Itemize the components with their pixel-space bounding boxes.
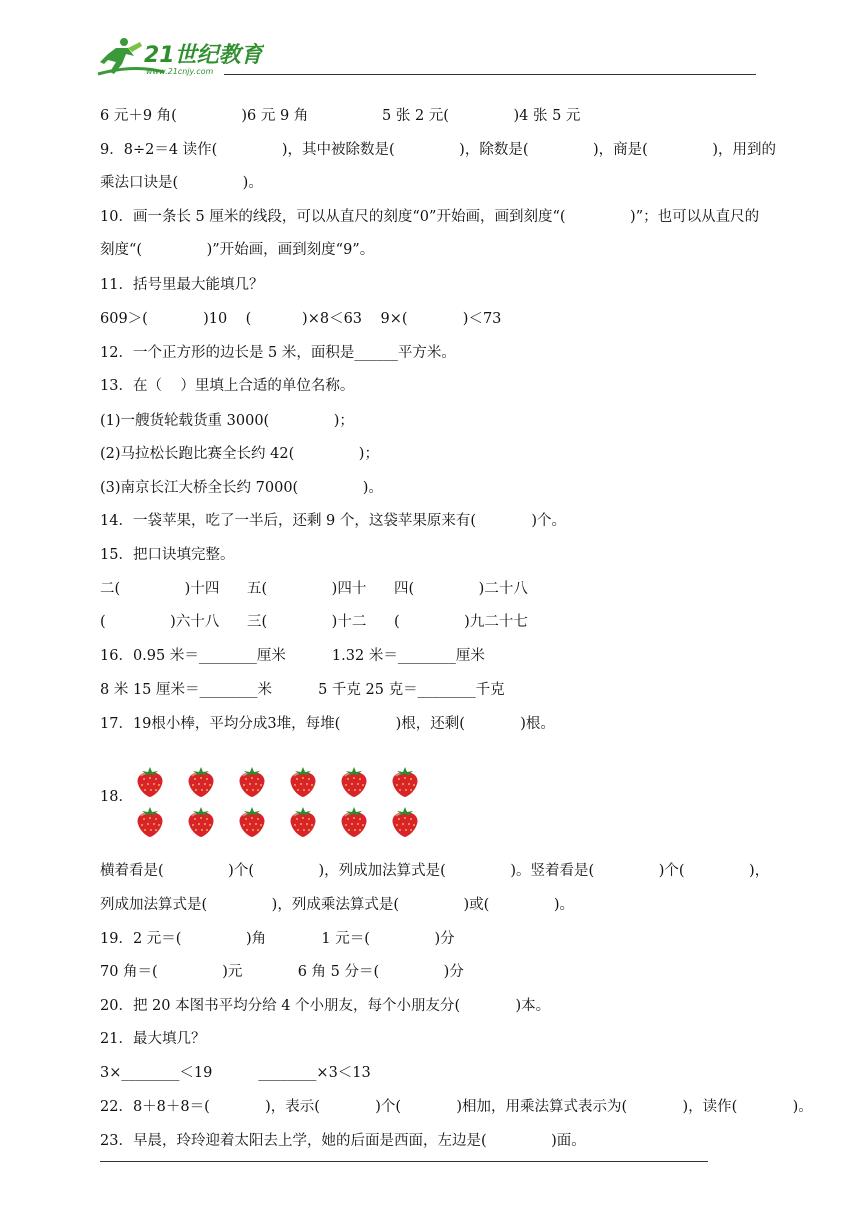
text-line: 609＞( )10 ( )×8＜63 9×( )＜73 <box>100 311 502 327</box>
text-line: 21．最大填几？ <box>100 1031 206 1047</box>
strawberry-icon <box>235 764 269 798</box>
text-line: 二( )十四 五( )四十 四( )二十八 <box>100 581 528 597</box>
text-line: 列成加法算式是( )，列成乘法算式是( )或( )。 <box>100 897 575 913</box>
logo-icon <box>94 34 264 78</box>
text-line: 横着看是( )个( )，列成加法算式是( )。竖着看是( )个( )， <box>100 863 770 879</box>
text-line: 22．8＋8＋8＝( )，表示( )个( )相加，用乘法算式表示为( )，读作( )。 <box>100 1099 813 1115</box>
strawberry-icon <box>286 764 320 798</box>
strawberry-icon <box>388 804 422 838</box>
text-line: 70 角＝( )元 6 角 5 分＝( )分 <box>100 964 464 980</box>
text-line: 6 元＋9 角( )6 元 9 角 5 张 2 元( )4 张 5 元 <box>100 108 581 124</box>
page-header <box>94 30 756 80</box>
strawberry-row-2 <box>133 804 433 838</box>
strawberry-icon <box>133 804 167 838</box>
text-line: 12．一个正方形的边长是 5 米，面积是______平方米。 <box>100 345 456 361</box>
footer-rule <box>100 1161 708 1162</box>
text-line: (3)南京长江大桥全长约 7000( )。 <box>100 480 383 496</box>
header-rule <box>224 74 756 75</box>
text-line: 16．0.95 米＝________厘米 1.32 米＝________厘米 <box>100 648 485 664</box>
strawberry-icon <box>388 764 422 798</box>
text-line: 19．2 元＝( )角 1 元＝( )分 <box>100 931 455 947</box>
strawberry-icon <box>184 804 218 838</box>
text-line: 23．早晨，玲玲迎着太阳去上学，她的后面是西面，左边是( )面。 <box>100 1133 586 1149</box>
text-line: 17．19根小棒，平均分成3堆，每堆( )根，还剩( )根。 <box>100 716 555 732</box>
text-line: 3×________＜19 ________×3＜13 <box>100 1065 371 1081</box>
svg-text:21世纪教育: 21世纪教育 <box>144 43 263 68</box>
text-line: 9．8÷2＝4 读作( )，其中被除数是( )，除数是( )，商是( )，用到的 <box>100 142 777 158</box>
strawberry-icon <box>133 764 167 798</box>
text-line: 乘法口诀是( )。 <box>100 175 263 191</box>
text-line: 20．把 20 本图书平均分给 4 个小朋友，每个小朋友分( )本。 <box>100 998 551 1014</box>
text-line: 14．一袋苹果，吃了一半后，还剩 9 个，这袋苹果原来有( )个。 <box>100 513 567 529</box>
text-line: (1)一艘货轮载货重 3000( )； <box>100 413 354 429</box>
strawberry-icon <box>337 804 371 838</box>
svg-text:www.21cnjy.com: www.21cnjy.com <box>146 67 214 76</box>
text-line: 15．把口诀填完整。 <box>100 547 235 563</box>
strawberry-icon <box>286 804 320 838</box>
strawberry-icon <box>235 804 269 838</box>
text-line: (2)马拉松长跑比赛全长约 42( )； <box>100 446 379 462</box>
strawberry-icon <box>184 764 218 798</box>
text-line: 8 米 15 厘米＝________米 5 千克 25 克＝________千克 <box>100 682 505 698</box>
text-line: ( )六十八 三( )十二 ( )九二十七 <box>100 614 528 630</box>
question-18-label: 18． <box>100 789 133 805</box>
text-line: 10．画一条长 5 厘米的线段，可以从直尺的刻度“0”开始画，画到刻度“( )”；也可以从直尺的 <box>100 209 760 225</box>
strawberry-row-1 <box>133 764 433 798</box>
text-line: 刻度“( )”开始画，画到刻度“9”。 <box>100 242 375 258</box>
text-line: 13．在（ ）里填上合适的单位名称。 <box>100 378 355 394</box>
strawberry-icon <box>337 764 371 798</box>
text-line: 11．括号里最大能填几？ <box>100 277 264 293</box>
